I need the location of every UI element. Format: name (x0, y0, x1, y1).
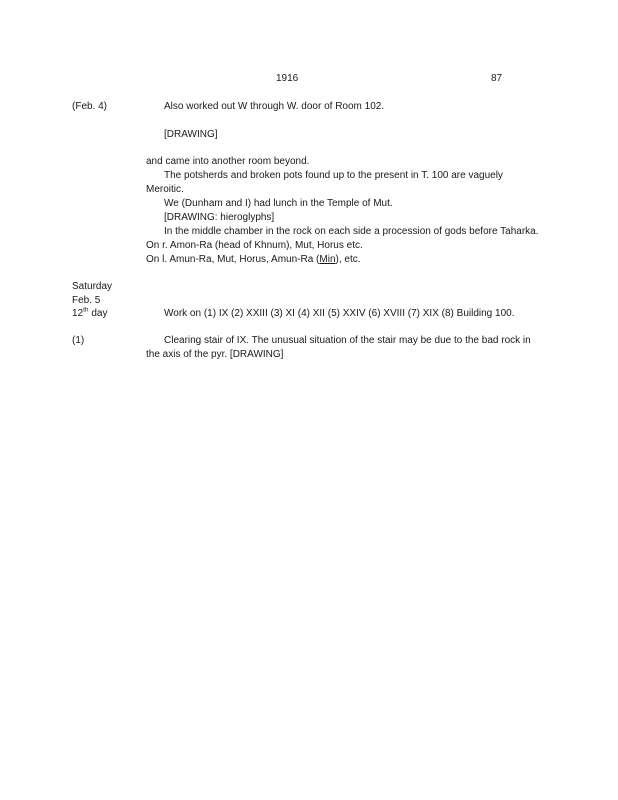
work-line: Work on (1) IX (2) XXIII (3) XI (4) XII (5) XXIV (6) XVIII (7) XIX (8) Building 100. (164, 308, 515, 319)
note-line: Clearing stair of IX. The unusual situation of the stair may be due to the bad rock in (164, 335, 531, 346)
day-number (72, 307, 107, 320)
entry-line: On r. Amon-Ra (head of Khnum), Mut, Horus etc. (146, 240, 363, 251)
line-part: ), etc. (335, 254, 361, 265)
note-label: (1) (72, 335, 85, 346)
day-num: 12 (72, 308, 84, 319)
day-suffix: th (83, 306, 89, 314)
underlined-word: Min (319, 254, 336, 265)
entry-line (146, 253, 361, 266)
entry-line: In the middle chamber in the rock on each side a procession of gods before Taharka. (164, 226, 539, 237)
entry-date-label: (Feb. 4) (72, 101, 108, 112)
drawing-placeholder: [DRAWING] (164, 129, 218, 140)
entry-line: The potsherds and broken pots found up to the present in T. 100 are vaguely (164, 170, 503, 181)
entry-line: Also worked out W through W. door of Room 102. (164, 101, 385, 112)
day-word: day (91, 308, 108, 319)
page-number: 87 (491, 73, 503, 84)
drawing-placeholder: [DRAWING: hieroglyphs] (164, 212, 275, 223)
entry-line: We (Dunham and I) had lunch in the Temple of Mut. (164, 198, 393, 209)
entry-line: and came into another room beyond. (146, 156, 310, 167)
note-line: the axis of the pyr. [DRAWING] (146, 349, 284, 360)
entry-line: Meroitic. (146, 184, 184, 195)
line-part: On l. Amun-Ra, Mut, Horus, Amun-Ra ( (146, 254, 320, 265)
day-date: Feb. 5 (72, 295, 101, 306)
page-year: 1916 (276, 73, 299, 84)
day-weekday: Saturday (72, 281, 113, 292)
